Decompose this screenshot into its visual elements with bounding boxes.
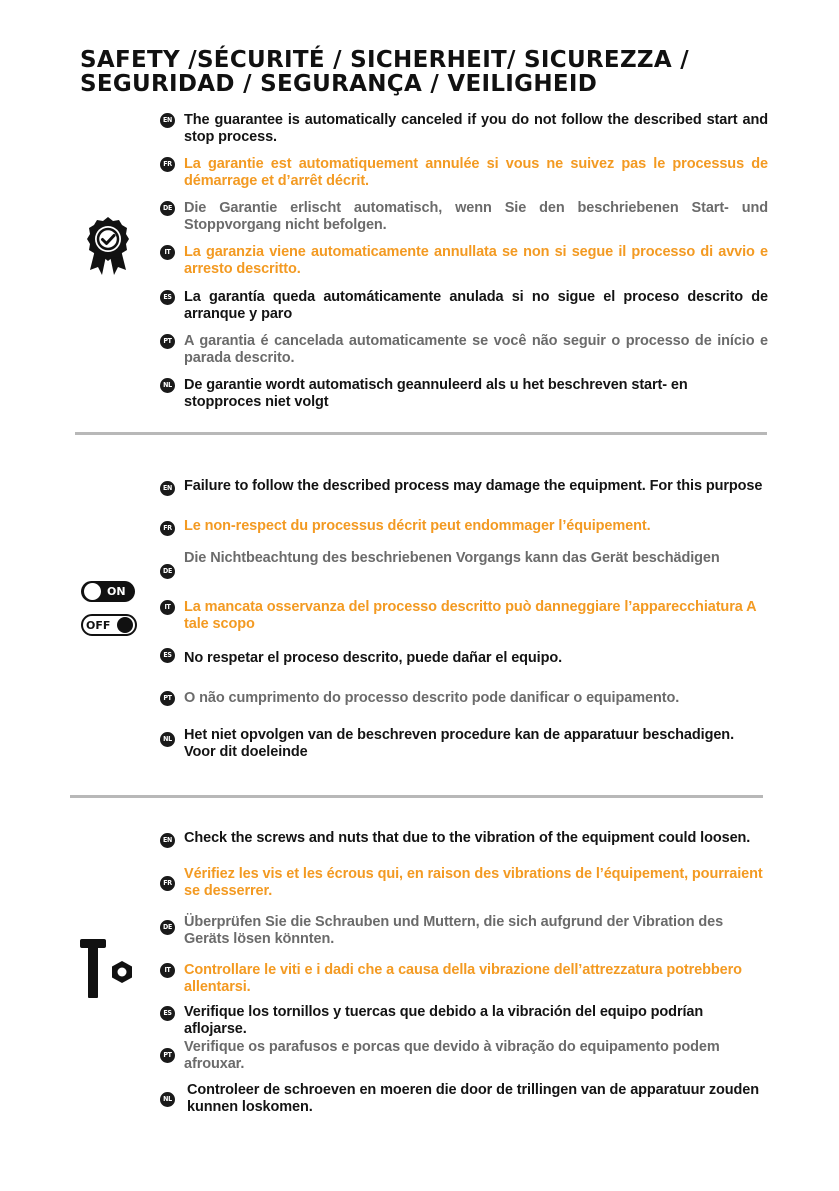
section-3-entry-fr	[160, 866, 768, 899]
lang-badge-pt: PT	[160, 1048, 175, 1063]
entry-text: Check the screws and nuts that due to the vibration of the equipment could loosen.	[184, 830, 751, 846]
section-divider	[70, 795, 763, 798]
lang-badge-en: EN	[160, 833, 175, 848]
lang-badge-de: DE	[160, 920, 175, 935]
section-2-entry-en	[160, 478, 768, 495]
page-title-line-1: SAFETY /SÉCURITÉ / SICHERHEIT/ SICUREZZA /	[80, 47, 690, 73]
lang-badge-fr: FR	[160, 876, 175, 891]
lang-badge-es: ES	[160, 648, 175, 663]
section-2-entry-fr	[160, 518, 768, 535]
entry-text: The guarantee is automatically canceled if you do not follow the described start and stop process.	[184, 112, 768, 145]
section-2-entry-nl	[160, 727, 768, 760]
entry-text: La garantie est automatiquement annulée si vous ne suivez pas le processus de démarrage et d’arrêt décrit.	[184, 156, 768, 189]
lang-badge-it: IT	[160, 600, 175, 615]
lang-badge-it: IT	[160, 245, 175, 260]
lang-badge-pt: PT	[160, 691, 175, 706]
section-2-entry-it	[160, 599, 768, 632]
section-3-entry-nl	[160, 1082, 768, 1115]
entry-text: Verifique os parafusos e porcas que devido à vibração do equipamento podem afrouxar.	[184, 1039, 720, 1072]
section-divider	[75, 432, 767, 435]
lang-badge-es: ES	[160, 290, 175, 305]
entry-text: La garanzia viene automaticamente annullata se non si segue il processo di avvio e arresto descritto.	[184, 244, 768, 277]
entry-text: A garantia é cancelada automaticamente se você não seguir o processo de início e parada descrito.	[184, 333, 768, 366]
screw-and-nut-icon	[80, 939, 134, 999]
lang-badge-fr: FR	[160, 521, 175, 536]
lang-badge-it: IT	[160, 963, 175, 978]
lang-badge-de: DE	[160, 201, 175, 216]
entry-text: Failure to follow the described process may damage the equipment. For this purpose	[184, 478, 763, 494]
on-toggle	[81, 581, 135, 602]
entry-text: Vérifiez les vis et les écrous qui, en raison des vibrations de l’équipement, pourraient se desserrer.	[184, 866, 763, 899]
on-off-switch-icon	[81, 581, 139, 637]
section-3-entry-es	[160, 1004, 768, 1037]
entry-text: O não cumprimento do processo descrito pode danificar o equipamento.	[184, 690, 680, 706]
section-1-entry-nl	[160, 377, 768, 410]
section-2-entry-es	[160, 650, 768, 667]
certified-badge-icon	[86, 216, 130, 278]
section-1-entry-de	[160, 200, 768, 233]
lang-badge-en: EN	[160, 481, 175, 496]
entry-text: Die Garantie erlischt automatisch, wenn Sie den beschriebenen Start- und Stoppvorgang nicht befolgen.	[184, 200, 768, 233]
lang-badge-es: ES	[160, 1006, 175, 1021]
off-toggle	[81, 614, 137, 636]
lang-badge-nl: NL	[160, 1092, 175, 1107]
entry-text: No respetar el proceso descrito, puede dañar el equipo.	[184, 650, 563, 666]
section-3-entry-de	[160, 914, 768, 947]
section-1-entry-fr	[160, 156, 768, 189]
entry-text: Verifique los tornillos y tuercas que debido a la vibración del equipo podrían aflojarse.	[184, 1004, 704, 1037]
entry-text: Controllare le viti e i dadi che a causa della vibrazione dell’attrezzatura potrebbero allentarsi.	[184, 962, 742, 995]
section-3-entry-en	[160, 830, 768, 847]
lang-badge-nl: NL	[160, 378, 175, 393]
lang-badge-fr: FR	[160, 157, 175, 172]
lang-badge-pt: PT	[160, 334, 175, 349]
entry-text: Überprüfen Sie die Schrauben und Muttern, die sich aufgrund der Vibration des Geräts lösen könnten.	[184, 914, 724, 947]
entry-text: De garantie wordt automatisch geannuleerd als u het beschreven start- en stopproces niet volgt	[184, 377, 688, 410]
entry-text: La garantía queda automáticamente anulada si no sigue el proceso descrito de arranque y paro	[184, 289, 768, 322]
page-title-line-2: SEGURIDAD / SEGURANÇA / VEILIGHEID	[80, 71, 598, 97]
lang-badge-de: DE	[160, 564, 175, 579]
on-label: ON	[107, 585, 126, 598]
section-1-entry-it	[160, 244, 768, 277]
section-2-entry-pt	[160, 690, 768, 707]
entry-text: Die Nichtbeachtung des beschriebenen Vorgangs kann das Gerät beschädigen	[184, 550, 720, 566]
section-1-entry-es	[160, 289, 768, 322]
section-2-entry-de	[160, 550, 768, 575]
off-label: OFF	[86, 619, 111, 632]
lang-badge-nl: NL	[160, 732, 175, 747]
entry-text: Het niet opvolgen van de beschreven procedure kan de apparatuur beschadigen. Voor dit doeleinde	[184, 727, 734, 760]
page-title	[80, 48, 689, 96]
section-3-entry-pt	[160, 1039, 768, 1072]
entry-text: Le non-respect du processus décrit peut endommager l’équipement.	[184, 518, 651, 534]
entry-text: La mancata osservanza del processo descritto può danneggiare l’apparecchiatura A tale scopo	[184, 599, 756, 632]
section-1-entry-pt	[160, 333, 768, 366]
entry-text: Controleer de schroeven en moeren die door de trillingen van de apparatuur zouden kunnen loskomen.	[187, 1082, 760, 1115]
lang-badge-en: EN	[160, 113, 175, 128]
section-3-entry-it	[160, 962, 768, 995]
section-1-entry-en	[160, 112, 768, 145]
